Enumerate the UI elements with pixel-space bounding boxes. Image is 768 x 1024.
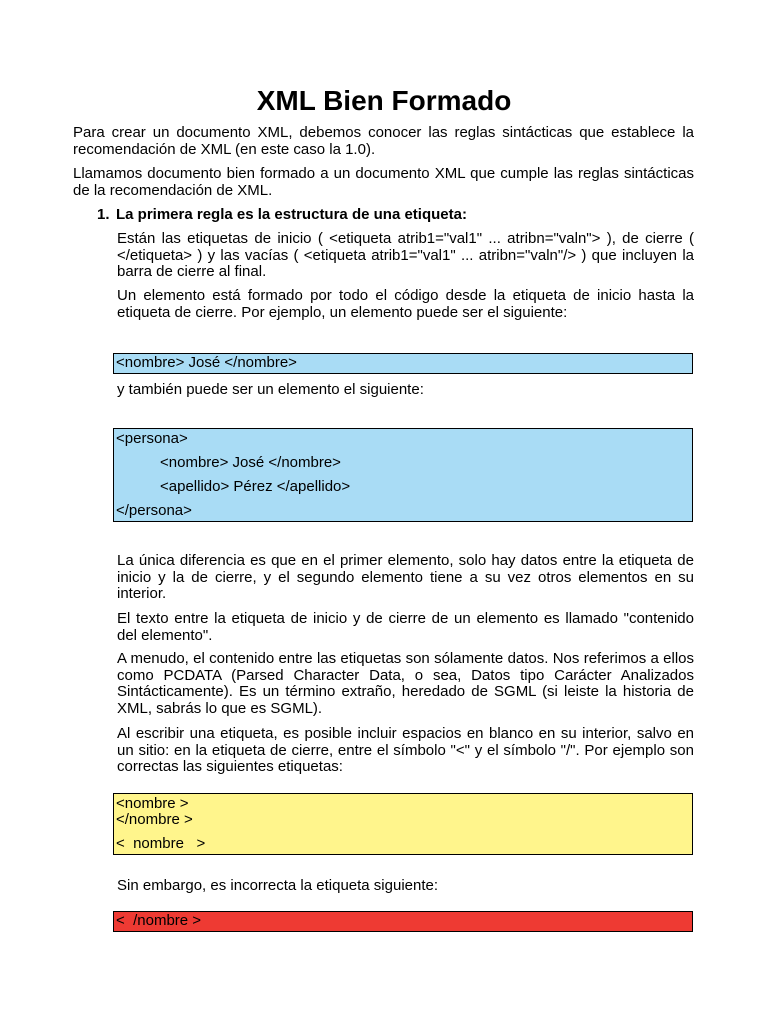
code-line: <nombre> José </nombre> xyxy=(160,454,341,471)
code-line: < nombre > xyxy=(116,835,206,852)
code-line: </persona> xyxy=(116,502,192,519)
spaces-paragraph: Al escribir una etiqueta, es posible incluir espacios en blanco en su interior, salvo en un sitio: en la etiqueta de cierre, entre el símbolo "<" y el símbolo "/". Por ejemplo son correctas las siguientes etiquetas: xyxy=(117,725,694,775)
page-title: XML Bien Formado xyxy=(256,85,512,116)
example-2-code-box xyxy=(113,428,693,522)
rule-1-heading xyxy=(97,207,467,224)
incorrect-paragraph: Sin embargo, es incorrecta la etiqueta siguiente: xyxy=(117,877,439,894)
code-line: <nombre> José </nombre> xyxy=(116,354,297,371)
difference-paragraph: La única diferencia es que en el primer elemento, solo hay datos entre la etiqueta de inicio y la de cierre, y el segundo elemento tiene a su vez otros elementos en su interior. xyxy=(117,552,694,602)
content-paragraph: El texto entre la etiqueta de inicio y de cierre de un elemento es llamado "contenido del elemento". xyxy=(117,610,694,644)
intro-paragraph-1: Para crear un documento XML, debemos conocer las reglas sintácticas que establece la recomendación de XML (en este caso la 1.0). xyxy=(73,124,694,158)
code-line: </nombre > xyxy=(116,811,193,828)
code-line: < /nombre > xyxy=(116,912,202,929)
pcdata-paragraph: A menudo, el contenido entre las etiquetas son sólamente datos. Nos referimos a ellos como PCDATA (Parsed Character Data, o sea, Datos tipo Carácter Analizados Sintácticamente). Es un término extraño, heredado de SGML (si leiste la historia de XML, sabrás lo que es SGML). xyxy=(117,650,694,717)
incorrect-tag-code-box xyxy=(113,911,693,932)
rule-1-number: 1. xyxy=(97,206,110,223)
correct-tags-code-box xyxy=(113,793,693,855)
intro-paragraph-2: Llamamos documento bien formado a un documento XML que cumple las reglas sintácticas de la recomendación de XML. xyxy=(73,165,694,199)
rule-1-paragraph-1: Están las etiquetas de inicio ( <etiqueta atrib1="val1" ... atribn="valn"> ), de cierre ( </etiqueta> ) y las vacías ( <etiqueta atrib1="val1" ... atribn="valn"/> ) que incluyen la barra de cierre al final. xyxy=(117,230,694,280)
rule-1-title: La primera regla es la estructura de una etiqueta: xyxy=(116,206,467,223)
code-line: <apellido> Pérez </apellido> xyxy=(160,478,351,495)
rule-1-paragraph-2: Un elemento está formado por todo el código desde la etiqueta de inicio hasta la etiqueta de cierre. Por ejemplo, un elemento puede ser el siguiente: xyxy=(117,287,694,321)
code-line: <nombre > xyxy=(116,795,189,812)
example-1-code-box xyxy=(113,353,693,374)
also-paragraph: y también puede ser un elemento el siguiente: xyxy=(117,381,424,398)
code-line: <persona> xyxy=(116,430,188,447)
